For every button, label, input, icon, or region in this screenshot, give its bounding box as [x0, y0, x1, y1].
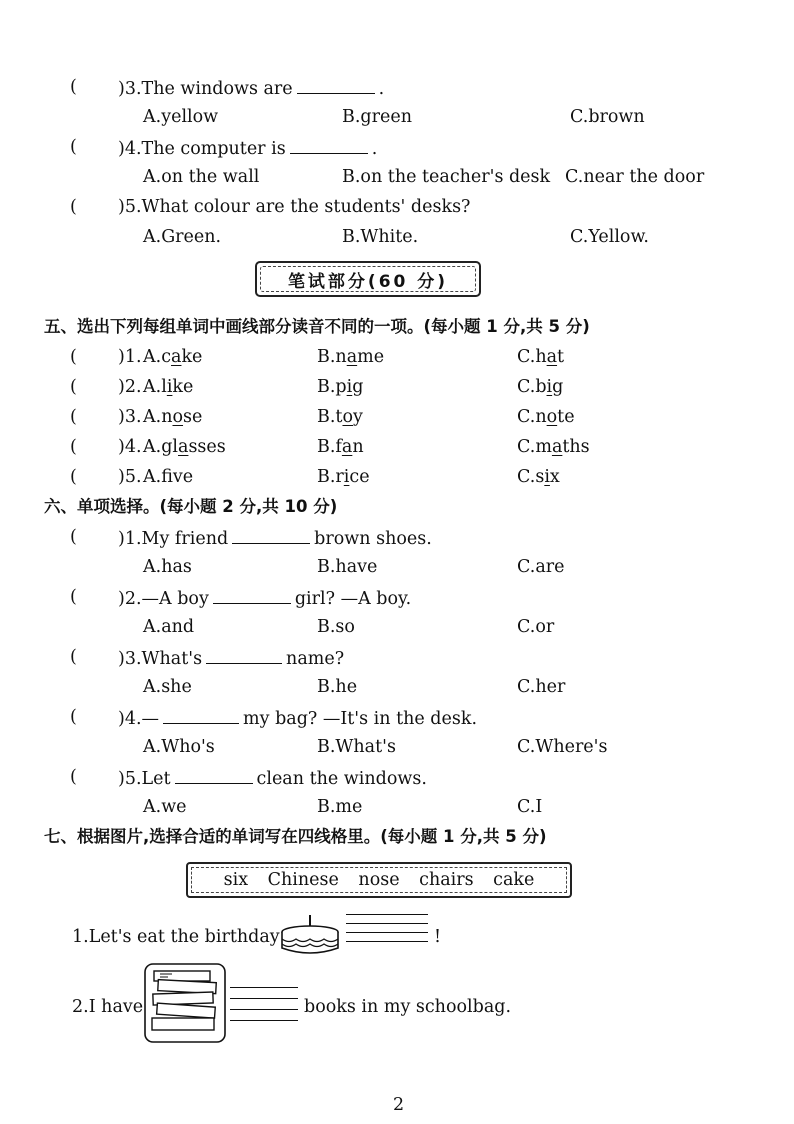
answer-blank[interactable]	[213, 587, 291, 604]
option-a: A.has	[143, 557, 192, 577]
question-text: )4.— my bag? —It's in the desk.	[118, 709, 478, 729]
four-line-grid-2[interactable]	[230, 987, 298, 1021]
option-c: C.her	[517, 677, 566, 697]
option-c: C.are	[517, 557, 565, 577]
option-b: B.What's	[317, 737, 396, 757]
answer-paren[interactable]: (	[70, 407, 77, 427]
option-c: C.Where's	[517, 737, 608, 757]
page-number: 2	[393, 1095, 405, 1115]
answer-paren[interactable]: (	[70, 467, 77, 487]
option-b: B.have	[317, 557, 378, 577]
q1-end: !	[434, 927, 442, 947]
option-a: A.Who's	[143, 737, 215, 757]
question-number: )2.	[118, 377, 142, 397]
q2-text: 2.I have	[72, 997, 144, 1017]
option-b: B.fan	[317, 437, 364, 457]
option-c: C.near the door	[565, 167, 705, 187]
answer-paren[interactable]: (	[70, 77, 77, 97]
answer-blank[interactable]	[206, 647, 282, 664]
q1-text: 1.Let's eat the birthday	[72, 927, 280, 947]
question-text: )1.My friend brown shoes.	[118, 529, 432, 549]
option-a: A.fve	[143, 467, 194, 487]
answer-paren[interactable]: (	[70, 137, 77, 157]
option-b: B.so	[317, 617, 355, 637]
question-text: )2.—A boy girl? —A boy.	[118, 589, 412, 609]
option-a: A.yellow	[143, 107, 219, 127]
written-section-banner: 笔试部分(60 分)	[255, 261, 481, 297]
answer-paren[interactable]: (	[70, 767, 77, 787]
question-text: )3.The windows are .	[118, 79, 385, 99]
option-b: B.green	[342, 107, 412, 127]
option-c: C.big	[517, 377, 564, 397]
question-number: )4.	[118, 437, 142, 457]
option-c: C.I	[517, 797, 543, 817]
answer-paren[interactable]: (	[70, 587, 77, 607]
question-number: )3.	[118, 407, 142, 427]
option-c: C.Yellow.	[570, 227, 649, 247]
option-b: B.rice	[317, 467, 370, 487]
option-a: A.Green.	[143, 227, 222, 247]
option-a: A.like	[143, 377, 194, 397]
option-b: B.me	[317, 797, 363, 817]
answer-blank[interactable]	[175, 767, 253, 784]
answer-paren[interactable]: (	[70, 527, 77, 547]
option-a: A.nose	[143, 407, 203, 427]
question-text: )5.Let clean the windows.	[118, 769, 427, 789]
option-c: C.six	[517, 467, 560, 487]
option-a: A.she	[143, 677, 192, 697]
answer-paren[interactable]: (	[70, 377, 77, 397]
option-a: A.cake	[143, 347, 203, 367]
section6-title: 六、单项选择。(每小题 2 分,共 10 分)	[44, 497, 338, 516]
question-number: )1.	[118, 347, 142, 367]
option-c: C.hat	[517, 347, 565, 367]
section7-title: 七、根据图片,选择合适的单词写在四线格里。(每小题 1 分,共 5 分)	[44, 827, 547, 846]
option-b: B.toy	[317, 407, 363, 427]
option-c: C.maths	[517, 437, 590, 457]
answer-blank[interactable]	[163, 707, 239, 724]
option-a: A.we	[143, 797, 187, 817]
birthday-cake-icon	[279, 912, 341, 958]
option-c: C.note	[517, 407, 575, 427]
option-b: B.he	[317, 677, 358, 697]
question-text: )4.The computer is .	[118, 139, 378, 159]
option-b: B.name	[317, 347, 385, 367]
question-text: )3.What's name?	[118, 649, 345, 669]
option-a: A.and	[143, 617, 195, 637]
option-a: A.on the wall	[143, 167, 260, 187]
q2-end: books in my schoolbag.	[304, 997, 512, 1017]
option-b: B.White.	[342, 227, 419, 247]
answer-paren[interactable]: (	[70, 707, 77, 727]
answer-paren[interactable]: (	[70, 347, 77, 367]
option-b: B.on the teacher's desk	[342, 167, 551, 187]
option-b: B.pig	[317, 377, 364, 397]
option-c: C.brown	[570, 107, 645, 127]
answer-paren[interactable]: (	[70, 437, 77, 457]
books-icon	[144, 963, 226, 1043]
question-number: )5.	[118, 467, 142, 487]
option-c: C.or	[517, 617, 555, 637]
question-text: )5.What colour are the students' desks?	[118, 197, 471, 217]
answer-paren[interactable]: (	[70, 647, 77, 667]
option-a: A.glasses	[143, 437, 226, 457]
word-bank: six Chinese nose chairs cake	[186, 862, 572, 898]
answer-paren[interactable]: (	[70, 197, 77, 217]
answer-blank[interactable]	[232, 527, 310, 544]
four-line-grid-1[interactable]	[346, 914, 428, 942]
section5-title: 五、选出下列每组单词中画线部分读音不同的一项。(每小题 1 分,共 5 分)	[44, 317, 590, 336]
